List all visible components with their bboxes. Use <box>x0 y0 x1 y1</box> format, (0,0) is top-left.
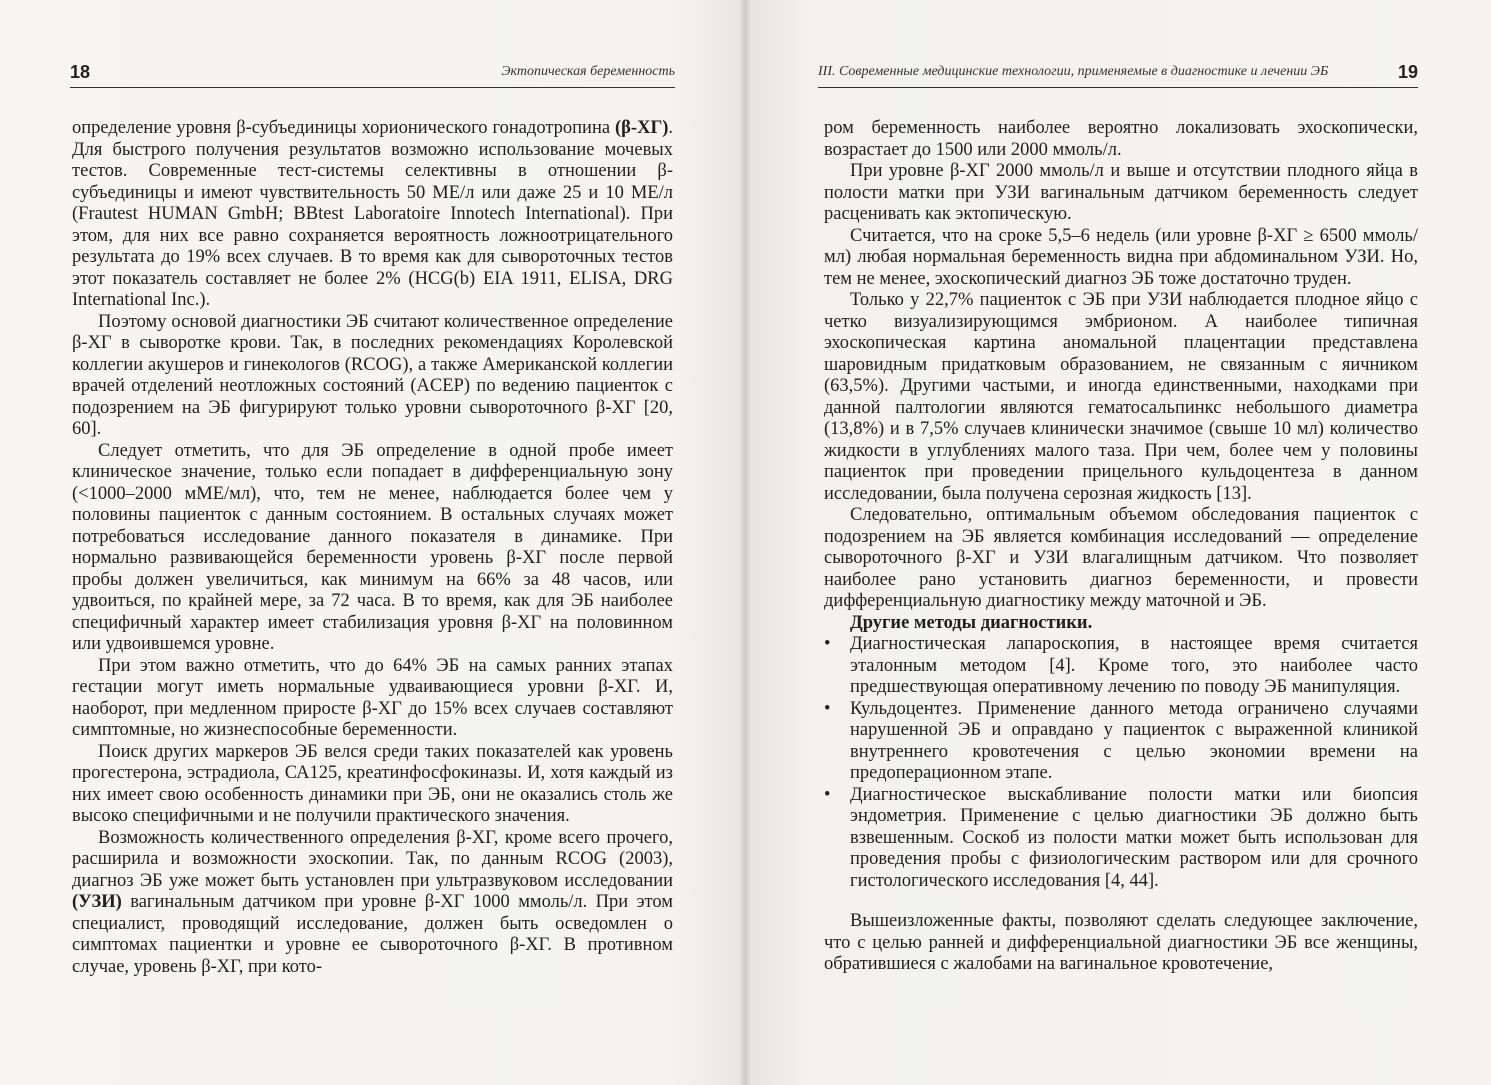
paragraph: Следует отметить, что для ЭБ определение в одной пробе имеет клиническое значение, только если попадает в дифференциальную зону (<1000–2000 мМЕ/мл), что, тем не менее, наблюдается более чем у половины пациенток с данным состоянием. В остальных случаях может потребоваться исследование данного показателя в динамике. При нормально развивающейся беременности уровень β-ХГ после первой пробы должен увеличиться, как минимум на 66% за 48 часов, или удвоиться, по крайней мере, за 72 часа. В то время, как для ЭБ наиболее специфичный характер имеет стабилизация уровня β-ХГ на половинном или удвоившемся уровне. <box>72 440 673 654</box>
bullet-item: • Кульдоцентез. Применение данного метода ограничено случаями нарушенной ЭБ и оправдано у пациенток с выраженной клиникой внутреннего кровотечения с целью экономии времени на предоперационном этапе. <box>824 699 1418 785</box>
left-page-text <box>72 118 673 978</box>
paragraph <box>72 118 673 312</box>
paragraph <box>72 828 673 979</box>
paragraph: Поэтому основой диагностики ЭБ считают количественное определение β-ХГ в сыворотке крови. Так, в последних рекомендациях Королевской коллегии акушеров и гинекологов (RCOG), а также Американской коллегии врачей отделений неотложных состояний (ACEP) по ведению пациенток с подозрением на ЭБ фигурируют только уровни сывороточного β-ХГ [20, 60]. <box>72 311 673 439</box>
paragraph-text: . Для быстрого получения результатов возможно использование мочевых тестов. Современные тест-системы селективны в отношении β-субъединицы и имеют чувствительность 50 МЕ/л или даже 25 и 10 МЕ/л (Frautest HUMAN GmbH; BBtest Laboratoire Innotech International). При этом, для них все равно сохраняется вероятность ложноотрицательного результата до 19% всех случаев. В то время как для сывороточных тестов этот показатель составляет не более 2% (HCG(b) EIA 1911, ELISA, DRG International Inc.). <box>72 118 673 310</box>
paragraph: При уровне β-ХГ 2000 ммоль/л и выше и отсутствии плодного яйца в полости матки при УЗИ вагинальным датчиком беременность следует расценивать как эктопическую. <box>824 161 1418 224</box>
paragraph: Считается, что на сроке 5,5–6 недель (или уровне β-ХГ ≥ 6500 ммоль/мл) любая нормальная беременность видна при абдоминальном УЗИ. Но, тем не менее, эхоскопический диагноз ЭБ тоже достаточно труден. <box>824 225 1418 289</box>
book-gutter <box>739 0 751 1085</box>
right-page-header <box>818 60 1418 88</box>
paragraph-text: определение уровня β-субъединицы хорионического гонадотропина <box>72 118 616 138</box>
bold-term: (β-ХГ) <box>615 118 669 138</box>
section-heading: Другие методы диагностики. <box>850 612 1093 633</box>
header-rule <box>818 87 1418 88</box>
left-page <box>0 0 745 1085</box>
left-page-header <box>70 60 675 88</box>
paragraph: Вышеизложенные факты, позволяют сделать следующее заключение, что с целью ранней и дифференциальной диагностики ЭБ все женщины, обратившиеся с жалобами на вагинальное кровотечение, <box>824 911 1418 974</box>
paragraph: При этом важно отметить, что до 64% ЭБ на самых ранних этапах гестации могут иметь нормальные удваивающиеся уровни β-ХГ. И, наоборот, при медленном приросте β-ХГ до 15% всех случаев составляют симптомные, но жизнеспособные беременности. <box>72 655 673 740</box>
bullet-list <box>824 634 1418 892</box>
bullet-item: • Диагностическое выскабливание полости матки или биопсия эндометрия. Применение с целью диагностики ЭБ должно быть взвешенным. Соскоб из полости матки может быть использован для проведения пробы с физиологическим раствором или для срочного гистологического исследования [4, 44]. <box>824 785 1418 893</box>
right-page-text <box>824 118 1418 976</box>
header-rule <box>70 87 675 88</box>
paragraph: Только у 22,7% пациенток с ЭБ при УЗИ наблюдается плодное яйцо с четко визуализирующимся эмбрионом. А наиболее типичная эхоскопическая картина аномальной плацентации представлена шаровидным придатковым образованием, не связанным с яичником (63,5%). Другими частыми, и иногда единственными, находками при данной палтологии являются гематосальпинкс небольшого диаметра (13,8%) и в 7,5% случаев клинически значимое (свыше 10 мл) количество жидкости в углублениях малого таза. При чем, более чем у половины пациенток при проведении прицельного кульдоцентеза в данном исследовании, была получена серозная жидкость [13]. <box>824 290 1418 504</box>
paragraph: ром беременность наиболее вероятно локализовать эхоскопически, возрастает до 1500 или 2000 ммоль/л. <box>824 118 1418 160</box>
running-title: Эктопическая беременность <box>501 64 675 79</box>
page-number: 18 <box>70 62 91 82</box>
page-number: 19 <box>1397 62 1418 82</box>
paragraph-text: вагинальным датчиком при уровне β-ХГ 1000 ммоль/л. При этом специалист, проводящий исследование, должен быть осведомлен о симптомах пациентки и уровне ее сывороточного β-ХГ. В противном случае, уровень β-ХГ, при кото- <box>72 892 673 977</box>
paragraph-text: Возможность количественного определения β-ХГ, кроме всего прочего, расширила и возможности эхоскопии. Так, по данным RCOG (2003), диагноз ЭБ уже может быть установлен при ультразвуковом исследовании <box>72 827 673 891</box>
paragraph: Следовательно, оптимальным объемом обследования пациенток с подозрением на ЭБ является комбинация исследований — определение сывороточного β-ХГ и УЗИ влагалищным датчиком. Что позволяет наиболее рано установить диагноз беременности, и провести дифференциальную диагностику между маточной и ЭБ. <box>824 505 1418 611</box>
running-title: III. Современные медицинские технологии, применяемые в диагностике и лечении ЭБ <box>818 64 1329 79</box>
bold-term: (УЗИ) <box>72 892 122 912</box>
bullet-item: • Диагностическая лапароскопия, в настоящее время считается эталонным методом [4]. Кроме того, это наиболее часто предшествующая оперативному лечению по поводу ЭБ манипуляция. <box>824 634 1418 699</box>
paragraph: Поиск других маркеров ЭБ велся среди таких показателей как уровень прогестерона, эстрадиола, СА125, креатинфосфокиназы. И, хотя каждый из них имеет свою особенность динамики при ЭБ, они не оказались столь же высоко специфичными и не получили практического значения. <box>72 741 673 826</box>
right-page <box>745 0 1491 1085</box>
